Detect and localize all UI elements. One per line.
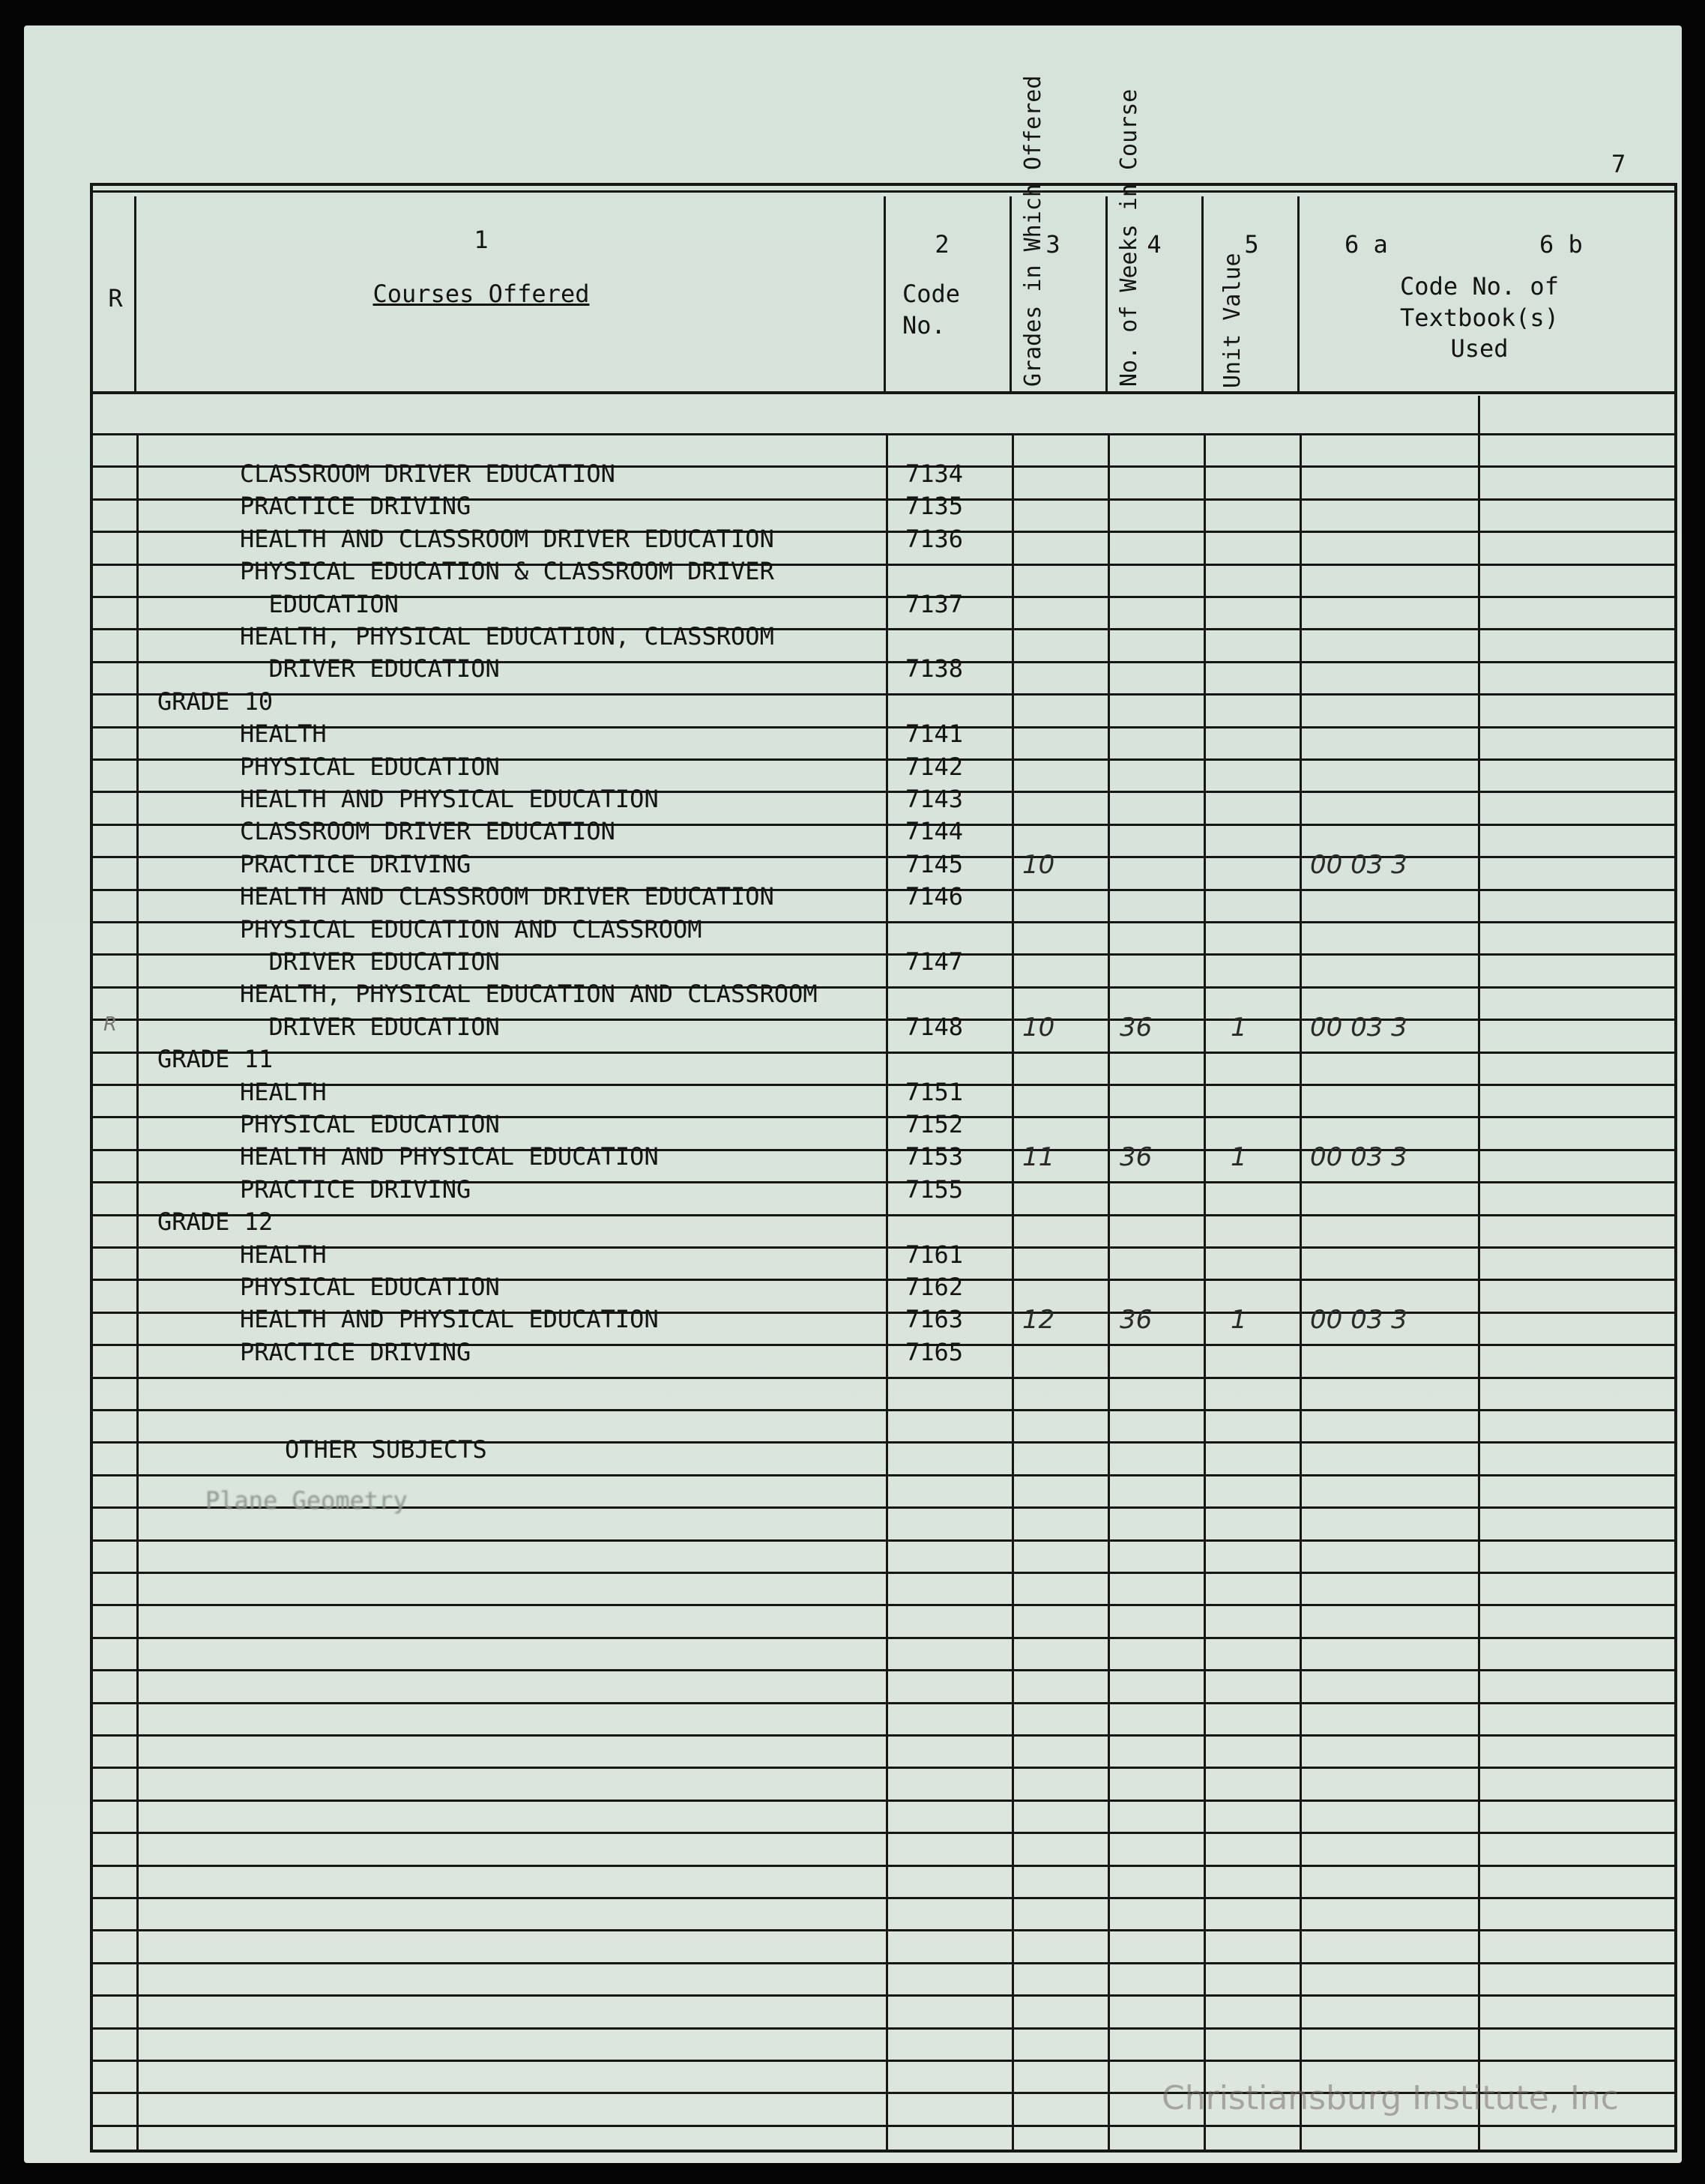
course-name: HEALTH AND CLASSROOM DRIVER EDUCATION	[240, 525, 774, 553]
row-rule	[93, 1052, 1674, 1054]
textbook-code: 00 03 3	[1310, 1013, 1407, 1043]
row-rule	[93, 1669, 1674, 1671]
row-rule	[93, 1474, 1674, 1476]
revision-mark: R	[103, 1013, 118, 1036]
unit-value: 1	[1231, 1142, 1247, 1172]
col-line-weeks	[1108, 433, 1110, 2150]
col-line-grades	[1012, 433, 1014, 2150]
course-code: 7152	[905, 1110, 964, 1138]
faded-entry: Plane Geometry	[205, 1486, 408, 1515]
header-col3-num: 3	[1045, 230, 1060, 259]
page-number: 7	[1611, 150, 1626, 178]
row-rule	[93, 2060, 1674, 2062]
course-name: HEALTH AND CLASSROOM DRIVER EDUCATION	[240, 882, 774, 911]
course-name: DRIVER EDUCATION	[240, 947, 500, 976]
row-rule	[93, 1409, 1674, 1411]
course-code: 7141	[905, 720, 964, 748]
row-rule	[93, 1539, 1674, 1542]
course-code: 7161	[905, 1240, 964, 1269]
row-rule	[93, 1214, 1674, 1216]
course-name: PHYSICAL EDUCATION	[240, 1273, 500, 1301]
row-rule	[93, 1377, 1674, 1379]
grade-value: 11	[1022, 1142, 1055, 1172]
course-code: 7153	[905, 1142, 964, 1171]
textbook-code: 00 03 3	[1310, 1142, 1407, 1172]
course-name: EDUCATION	[240, 590, 399, 618]
row-rule	[93, 1246, 1674, 1249]
course-name: PRACTICE DRIVING	[240, 1175, 471, 1204]
course-code: 7165	[905, 1338, 964, 1366]
row-rule	[93, 1865, 1674, 1867]
row-rule	[93, 2125, 1674, 2127]
course-name: HEALTH	[240, 1078, 327, 1106]
grade-value: 12	[1022, 1305, 1055, 1335]
course-name: HEALTH	[240, 1240, 327, 1269]
course-name: DRIVER EDUCATION	[240, 1013, 500, 1041]
row-rule	[93, 1604, 1674, 1606]
course-code: 7147	[905, 947, 964, 976]
header-code-cell	[886, 196, 1012, 393]
course-code: 7135	[905, 492, 964, 520]
unit-value: 1	[1231, 1013, 1247, 1043]
course-name: PHYSICAL EDUCATION	[240, 752, 500, 781]
course-name: PHYSICAL EDUCATION & CLASSROOM DRIVER	[240, 557, 774, 585]
course-name: PRACTICE DRIVING	[240, 850, 471, 878]
grade-value: 10	[1022, 1013, 1055, 1043]
watermark: Christiansburg Institute, Inc	[1162, 2079, 1619, 2117]
row-rule	[93, 726, 1674, 728]
row-rule	[93, 2027, 1674, 2030]
course-code: 7163	[905, 1305, 964, 1333]
course-code: 7146	[905, 882, 964, 911]
row-rule	[93, 1800, 1674, 1802]
weeks-value: 36	[1120, 1142, 1153, 1172]
col-line-unit	[1204, 433, 1206, 2150]
header-r-label: R	[108, 284, 123, 313]
header-textbook-cell	[1300, 196, 1677, 393]
header-code-no: Code No.	[902, 280, 961, 340]
header-courses-offered: Courses Offered	[372, 280, 590, 308]
top-rule	[90, 190, 1677, 193]
grade-heading: GRADE 11	[157, 1045, 274, 1073]
header-textbook-code: Code No. of Textbook(s) Used	[1400, 272, 1559, 364]
course-name: HEALTH AND PHYSICAL EDUCATION	[240, 1305, 659, 1333]
col-line-6b	[1478, 396, 1480, 2150]
course-code: 7151	[905, 1078, 964, 1106]
weeks-value: 36	[1120, 1305, 1153, 1335]
header-r-cell	[93, 196, 136, 393]
row-rule	[93, 1637, 1674, 1639]
course-code: 7138	[905, 654, 964, 683]
textbook-code: 00 03 3	[1310, 850, 1407, 880]
course-code: 7134	[905, 459, 964, 488]
course-code: 7137	[905, 590, 964, 618]
course-code: 7143	[905, 785, 964, 813]
row-rule	[93, 1994, 1674, 1997]
header-grades-in-which-offered: Grades in Which Offered	[1020, 75, 1046, 387]
row-rule	[93, 1084, 1674, 1086]
header-col4-num: 4	[1147, 230, 1162, 259]
row-rule	[93, 1572, 1674, 1574]
textbook-code: 00 03 3	[1310, 1305, 1407, 1335]
row-rule	[93, 1734, 1674, 1737]
row-rule	[93, 693, 1674, 696]
header-weeks-cell	[1108, 88, 1204, 393]
header-col6b-num: 6 b	[1539, 230, 1583, 259]
row-rule	[93, 1929, 1674, 1931]
row-rule	[93, 1767, 1674, 1769]
unit-value: 1	[1231, 1305, 1247, 1335]
form-sheet	[24, 25, 1682, 2163]
course-name: CLASSROOM DRIVER EDUCATION	[240, 817, 615, 845]
course-name: PHYSICAL EDUCATION	[240, 1110, 500, 1138]
grade-heading: GRADE 10	[157, 687, 274, 716]
other-subjects-heading: OTHER SUBJECTS	[285, 1435, 487, 1464]
header-weeks-in-course: No. of Weeks in Course	[1116, 88, 1142, 387]
row-rule	[93, 1962, 1674, 1964]
course-name: HEALTH, PHYSICAL EDUCATION, CLASSROOM	[240, 622, 774, 651]
header-unit-cell	[1204, 196, 1300, 393]
col-line-textbook	[1300, 433, 1302, 2150]
col-line-code	[886, 433, 888, 2150]
header-unit-value: Unit Value	[1219, 253, 1246, 388]
row-rule	[93, 433, 1674, 435]
course-name: CLASSROOM DRIVER EDUCATION	[240, 459, 615, 488]
header-bottom-rule	[93, 391, 1674, 394]
course-name: HEALTH, PHYSICAL EDUCATION AND CLASSROOM	[240, 980, 818, 1008]
course-name: PRACTICE DRIVING	[240, 492, 471, 520]
course-name: PRACTICE DRIVING	[240, 1338, 471, 1366]
course-code: 7145	[905, 850, 964, 878]
course-code: 7148	[905, 1013, 964, 1041]
header-grades-cell	[1012, 75, 1108, 393]
header-courses-cell	[136, 196, 886, 393]
col-line-r	[136, 433, 139, 2150]
course-name: HEALTH	[240, 720, 327, 748]
course-name: PHYSICAL EDUCATION AND CLASSROOM	[240, 915, 702, 944]
header-col5-num: 5	[1244, 230, 1259, 259]
course-form-table	[90, 75, 1677, 2153]
course-code: 7136	[905, 525, 964, 553]
row-rule	[93, 1897, 1674, 1899]
grade-heading: GRADE 12	[157, 1207, 274, 1236]
header-col1-num: 1	[474, 226, 489, 254]
course-name: HEALTH AND PHYSICAL EDUCATION	[240, 785, 659, 813]
course-name: DRIVER EDUCATION	[240, 654, 500, 683]
course-code: 7144	[905, 817, 964, 845]
row-rule	[93, 1832, 1674, 1834]
header-col2-num: 2	[935, 230, 950, 259]
course-code: 7142	[905, 752, 964, 781]
course-code: 7155	[905, 1175, 964, 1204]
header-col6a-num: 6 a	[1345, 230, 1388, 259]
row-rule	[93, 1702, 1674, 1704]
weeks-value: 36	[1120, 1013, 1153, 1043]
course-code: 7162	[905, 1273, 964, 1301]
grade-value: 10	[1022, 850, 1055, 880]
course-name: HEALTH AND PHYSICAL EDUCATION	[240, 1142, 659, 1171]
